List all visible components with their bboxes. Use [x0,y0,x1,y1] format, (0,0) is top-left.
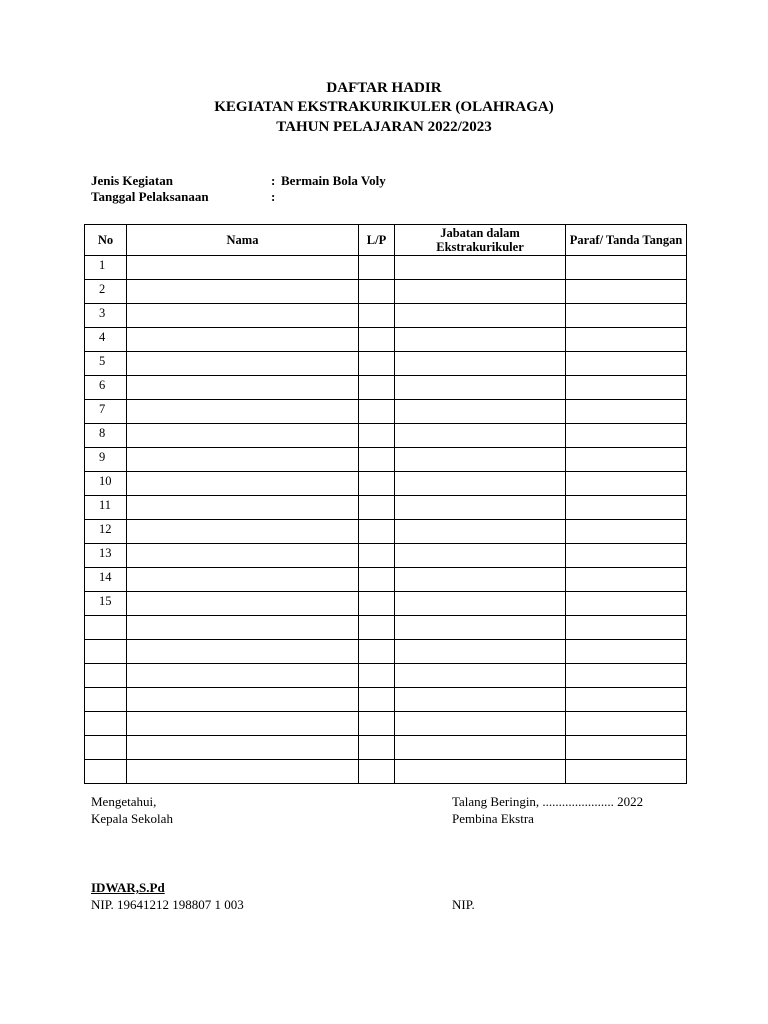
table-row [85,640,687,664]
position-cell [395,400,566,424]
signature-cell [566,760,687,784]
table-row [85,688,687,712]
gender-cell [359,664,395,688]
gender-cell [359,448,395,472]
gender-cell [359,352,395,376]
position-cell [395,688,566,712]
position-cell [395,448,566,472]
signature-cell [566,520,687,544]
table-row [85,448,687,472]
signature-cell [566,712,687,736]
name-cell [127,736,359,760]
principal-name: IDWAR,S.Pd [91,880,165,895]
table-row [85,280,687,304]
table-header-row [85,225,687,256]
activity-type-value: Bermain Bola Voly [281,173,386,188]
name-cell [127,544,359,568]
acknowledged-label: Mengetahui, [91,794,157,809]
name-cell [127,592,359,616]
table-row [85,592,687,616]
gender-cell [359,472,395,496]
position-cell [395,544,566,568]
signature-cell [566,256,687,280]
column-header-signature: Paraf/ Tanda Tangan [566,225,687,256]
row-number-cell [85,760,127,784]
position-cell [395,496,566,520]
gender-cell [359,736,395,760]
position-cell [395,256,566,280]
column-header-gender: L/P [359,225,395,256]
name-cell [127,712,359,736]
signature-cell [566,352,687,376]
table-row [85,352,687,376]
gender-cell [359,760,395,784]
name-cell [127,472,359,496]
column-header-no: No [85,225,127,256]
table-row [85,400,687,424]
signature-cell [566,736,687,760]
attendance-table-body [85,256,687,784]
gender-cell [359,616,395,640]
position-cell [395,280,566,304]
row-number-cell: 8 [85,424,127,448]
signature-cell [566,472,687,496]
row-number-cell [85,688,127,712]
table-row [85,736,687,760]
gender-cell [359,544,395,568]
gender-cell [359,256,395,280]
row-number-cell [85,736,127,760]
signature-cell [566,400,687,424]
name-cell [127,376,359,400]
table-row [85,376,687,400]
name-cell [127,760,359,784]
position-cell [395,568,566,592]
place-date-line: Talang Beringin, ...................... 2022 [452,794,644,809]
principal-nip: NIP. 19641212 198807 1 003 [91,897,244,912]
table-row [85,472,687,496]
signature-cell [566,640,687,664]
gender-cell [359,520,395,544]
table-row [85,760,687,784]
row-number-cell: 5 [85,352,127,376]
signature-cell [566,424,687,448]
row-number-cell: 3 [85,304,127,328]
position-cell [395,304,566,328]
row-number-cell: 13 [85,544,127,568]
execution-date-separator: : [271,189,276,204]
signature-cell [566,616,687,640]
gender-cell [359,568,395,592]
row-number-cell [85,616,127,640]
position-cell [395,328,566,352]
signature-cell [566,448,687,472]
coach-title: Pembina Ekstra [452,811,534,826]
name-cell [127,352,359,376]
principal-title: Kepala Sekolah [91,811,173,826]
name-cell [127,616,359,640]
position-cell [395,520,566,544]
name-cell [127,328,359,352]
row-number-cell: 10 [85,472,127,496]
signature-cell [566,688,687,712]
gender-cell [359,712,395,736]
gender-cell [359,496,395,520]
activity-type-separator: : [271,173,276,188]
table-row [85,424,687,448]
activity-title: KEGIATAN EKSTRAKURIKULER (OLAHRAGA) [214,99,554,115]
signature-cell [566,544,687,568]
row-number-cell: 7 [85,400,127,424]
coach-nip: NIP. [452,897,475,912]
table-row [85,568,687,592]
row-number-cell: 15 [85,592,127,616]
name-cell [127,640,359,664]
gender-cell [359,280,395,304]
gender-cell [359,424,395,448]
column-header-position: Jabatan dalam Ekstrakurikuler [395,225,566,256]
activity-type-label: Jenis Kegiatan [91,173,173,188]
position-cell [395,472,566,496]
position-cell [395,712,566,736]
signature-cell [566,328,687,352]
table-row [85,520,687,544]
signature-cell [566,664,687,688]
gender-cell [359,304,395,328]
school-year-title: TAHUN PELAJARAN 2022/2023 [276,119,492,135]
row-number-cell: 6 [85,376,127,400]
table-row [85,712,687,736]
row-number-cell: 2 [85,280,127,304]
table-row [85,256,687,280]
signature-cell [566,592,687,616]
row-number-cell [85,640,127,664]
table-row [85,664,687,688]
position-cell [395,424,566,448]
name-cell [127,688,359,712]
name-cell [127,520,359,544]
position-cell [395,352,566,376]
position-cell [395,760,566,784]
gender-cell [359,376,395,400]
position-cell [395,640,566,664]
table-row [85,304,687,328]
position-cell [395,664,566,688]
document-title: DAFTAR HADIR [326,80,442,96]
table-row [85,544,687,568]
gender-cell [359,640,395,664]
table-row [85,328,687,352]
signature-cell [566,376,687,400]
name-cell [127,568,359,592]
position-cell [395,736,566,760]
signature-cell [566,568,687,592]
gender-cell [359,592,395,616]
row-number-cell: 4 [85,328,127,352]
row-number-cell: 14 [85,568,127,592]
row-number-cell [85,712,127,736]
name-cell [127,448,359,472]
name-cell [127,424,359,448]
execution-date-label: Tanggal Pelaksanaan [91,189,209,204]
name-cell [127,400,359,424]
row-number-cell: 12 [85,520,127,544]
name-cell [127,304,359,328]
signature-cell [566,304,687,328]
gender-cell [359,328,395,352]
signature-cell [566,496,687,520]
column-header-name: Nama [127,225,359,256]
row-number-cell: 9 [85,448,127,472]
position-cell [395,592,566,616]
name-cell [127,256,359,280]
table-row [85,496,687,520]
position-cell [395,616,566,640]
position-cell [395,376,566,400]
name-cell [127,280,359,304]
attendance-table [84,224,687,784]
table-row [85,616,687,640]
row-number-cell [85,664,127,688]
row-number-cell: 11 [85,496,127,520]
gender-cell [359,688,395,712]
name-cell [127,496,359,520]
gender-cell [359,400,395,424]
row-number-cell: 1 [85,256,127,280]
name-cell [127,664,359,688]
signature-cell [566,280,687,304]
